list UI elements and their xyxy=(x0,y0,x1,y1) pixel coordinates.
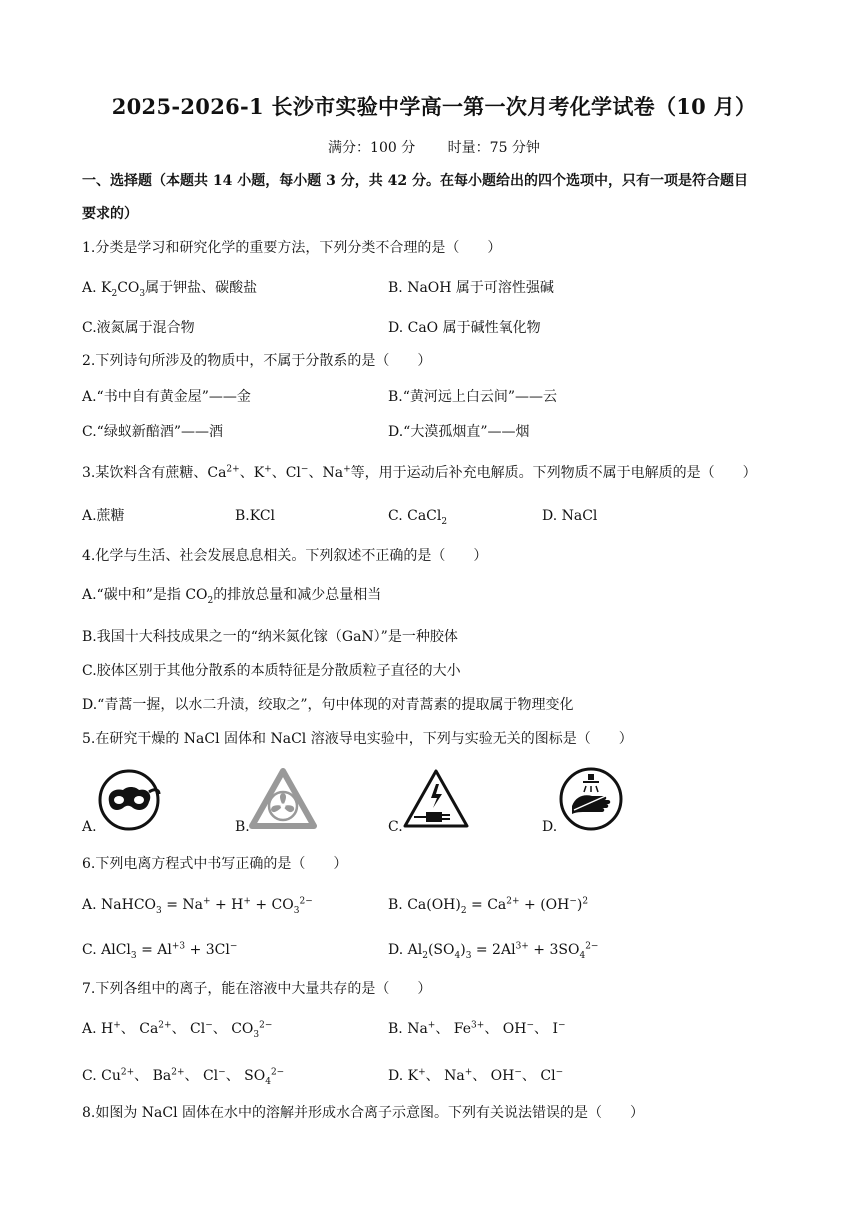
electric-plug-icon xyxy=(402,768,470,830)
question-4-option-c: C.胶体区别于其他分散系的本质特征是分散质粒子直径的大小 xyxy=(82,663,461,679)
full-score: 满分：100 分 xyxy=(328,140,416,156)
question-7-option-d: D. K+、 Na+、 OH−、 Cl− xyxy=(388,1067,564,1084)
section-heading-line2: 要求的） xyxy=(82,206,138,222)
exhaust-fan-icon xyxy=(249,768,317,830)
question-2-option-c: C.“绿蚁新醅酒”——酒 xyxy=(82,424,223,440)
question-3-option-d: D. NaCl xyxy=(542,508,598,524)
question-6-option-b: B. $Ca(OH)_2 = Ca^{2+} + (OH^-)^2$ xyxy=(388,896,589,916)
question-1-option-c: C.液氮属于混合物 xyxy=(82,320,195,336)
question-6-option-d: D. $Al_2(SO_4)_3 = 2Al^{3+} + 3SO_4^{2-}$ xyxy=(388,941,599,961)
question-5-option-d: D. xyxy=(542,819,558,835)
question-1-stem: 1.分类是学习和研究化学的重要方法，下列分类不合理的是（ ） xyxy=(82,240,502,256)
section-heading-line1: 一、选择题（本题共 14 小题，每小题 3 分，共 42 分。在每小题给出的四个选项中，只有一项是符合题目 xyxy=(82,173,748,189)
question-5-option-b: B. xyxy=(235,819,250,835)
hand-washing-icon xyxy=(558,766,624,832)
question-6-option-c: C. AlCl$_3$ = $Al^{+3} + 3Cl^-$ xyxy=(82,941,238,961)
question-7-option-b: B. Na+、 $Fe^{3+}$、 OH−、 I− xyxy=(388,1020,566,1037)
question-7-option-c: C. $Cu^{2+}$、 $Ba^{2+}$、 Cl−、 $SO_4^{2-}$ xyxy=(82,1067,285,1087)
question-6-option-a: A. NaHCO$_3$ = $Na^+ + H^+ + CO_3^{2-}$ xyxy=(82,896,313,916)
eye-protection-goggles-icon xyxy=(97,768,163,832)
question-3-stem: 3.某饮料含有蔗糖、$Ca^{2+}$、K+、Cl−、Na+等，用于运动后补充电解质。下列物质不属于电解质的是（ ） xyxy=(82,464,757,481)
question-7-stem: 7.下列各组中的离子，能在溶液中大量共存的是（ ） xyxy=(82,981,432,997)
question-3-option-c: C. CaCl$_2$ xyxy=(388,508,448,527)
page-title: 2025-2026-1 长沙市实验中学高一第一次月考化学试卷（10 月） xyxy=(111,94,757,119)
question-1-option-b: B. NaOH 属于可溶性强碱 xyxy=(388,280,554,296)
question-7-option-a: A. H+、 $Ca^{2+}$、 Cl−、 $CO_3^{2-}$ xyxy=(82,1020,273,1040)
question-5-option-a: A. xyxy=(82,819,97,835)
question-4-stem: 4.化学与生活、社会发展息息相关。下列叙述不正确的是（ ） xyxy=(82,548,488,564)
question-1-option-d: D. CaO 属于碱性氧化物 xyxy=(388,320,541,336)
question-8-stem: 8.如图为 NaCl 固体在水中的溶解并形成水合离子示意图。下列有关说法错误的是（ ） xyxy=(82,1105,645,1121)
question-2-option-a: A.“书中自有黄金屋”——金 xyxy=(82,389,251,405)
question-2-option-b: B.“黄河远上白云间”——云 xyxy=(388,389,558,405)
question-4-option-b: B.我国十大科技成果之一的“纳米氮化镓（GaN）”是一种胶体 xyxy=(82,629,458,645)
question-4-option-d: D.“青蒿一握，以水二升渍，绞取之”，句中体现的对青蒿素的提取属于物理变化 xyxy=(82,697,574,713)
question-6-stem: 6.下列电离方程式中书写正确的是（ ） xyxy=(82,856,348,872)
question-3-option-b: B.KCl xyxy=(235,508,276,524)
question-5-stem: 5.在研究干燥的 NaCl 固体和 NaCl 溶液导电实验中，下列与实验无关的图标是（ ） xyxy=(82,731,633,747)
question-2-option-d: D.“大漠孤烟直”——烟 xyxy=(388,424,530,440)
question-5-option-c: C. xyxy=(388,819,403,835)
exam-info xyxy=(0,137,868,157)
exam-time: 时量：75 分钟 xyxy=(447,140,540,156)
question-1-option-a: A. $K_2CO_3$属于钾盐、碳酸盐 xyxy=(82,280,258,299)
question-4-option-a: A.“碳中和”是指 $CO_2$的排放总量和减少总量相当 xyxy=(82,587,382,606)
question-2-stem: 2.下列诗句所涉及的物质中，不属于分散系的是（ ） xyxy=(82,353,432,369)
question-3-option-a: A.蔗糖 xyxy=(82,508,125,524)
